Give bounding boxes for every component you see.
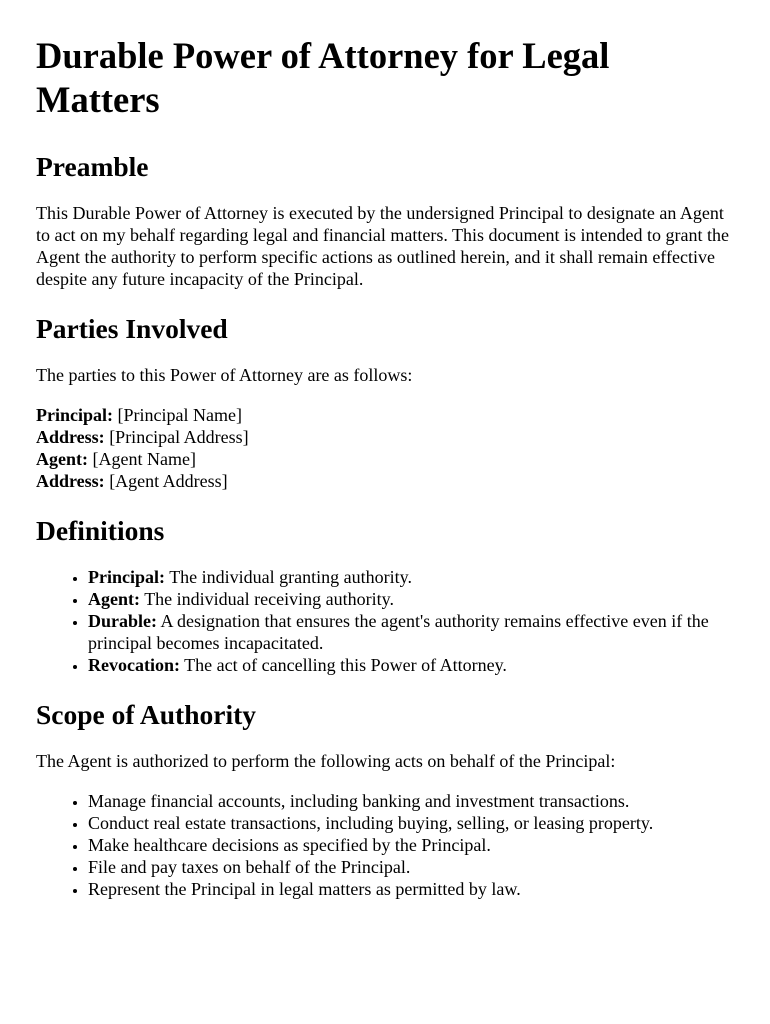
party-line-principal-name bbox=[36, 404, 734, 426]
party-label: Principal: bbox=[36, 405, 113, 425]
definition-text: The individual receiving authority. bbox=[144, 589, 394, 609]
preamble-section bbox=[36, 150, 734, 290]
definitions-list bbox=[36, 566, 734, 676]
party-label: Address: bbox=[36, 471, 105, 491]
definition-item bbox=[88, 654, 734, 676]
preamble-heading: Preamble bbox=[36, 151, 149, 182]
scope-section bbox=[36, 698, 734, 900]
definitions-section bbox=[36, 514, 734, 676]
scope-item: • Manage financial accounts, including banking and investment transactions. bbox=[88, 790, 734, 812]
preamble-text: This Durable Power of Attorney is executed by the undersigned Principal to designate an Agent to act on my behalf regarding legal and financial matters. This document is intended to grant the Agent the authority to perform specific actions as outlined herein, and it shall remain effective despite any future incapacity of the Principal. bbox=[36, 203, 729, 289]
definition-term: Revocation: bbox=[88, 655, 180, 675]
party-line-principal-address bbox=[36, 426, 734, 448]
definition-item bbox=[88, 588, 734, 610]
definitions-heading: Definitions bbox=[36, 515, 165, 546]
definition-term: Durable: bbox=[88, 611, 157, 631]
scope-item: • Conduct real estate transactions, including buying, selling, or leasing property. bbox=[88, 812, 734, 834]
party-line-agent-name bbox=[36, 448, 734, 470]
party-value: [Principal Name] bbox=[117, 405, 242, 425]
definition-text: The act of cancelling this Power of Attorney. bbox=[184, 655, 507, 675]
scope-item: • File and pay taxes on behalf of the Principal. bbox=[88, 856, 734, 878]
party-line-agent-address bbox=[36, 470, 734, 492]
parties-list bbox=[36, 404, 734, 492]
parties-heading: Parties Involved bbox=[36, 313, 228, 344]
definition-term: Principal: bbox=[88, 567, 165, 587]
definition-item bbox=[88, 610, 734, 654]
scope-intro: The Agent is authorized to perform the following acts on behalf of the Principal: bbox=[36, 751, 616, 771]
definition-item bbox=[88, 566, 734, 588]
definition-text: A designation that ensures the agent's authority remains effective even if the principal becomes incapacitated. bbox=[88, 611, 709, 653]
parties-section bbox=[36, 312, 734, 492]
party-value: [Agent Name] bbox=[92, 449, 196, 469]
scope-item: • Make healthcare decisions as specified by the Principal. bbox=[88, 834, 734, 856]
definition-term: Agent: bbox=[88, 589, 140, 609]
definition-text: The individual granting authority. bbox=[169, 567, 412, 587]
party-label: Agent: bbox=[36, 449, 88, 469]
scope-item: • Represent the Principal in legal matters as permitted by law. bbox=[88, 878, 734, 900]
party-label: Address: bbox=[36, 427, 105, 447]
document-title: Durable Power of Attorney for Legal Matters bbox=[36, 35, 610, 120]
scope-heading: Scope of Authority bbox=[36, 699, 256, 730]
party-value: [Principal Address] bbox=[109, 427, 249, 447]
party-value: [Agent Address] bbox=[109, 471, 228, 491]
scope-list bbox=[36, 790, 734, 900]
parties-intro: The parties to this Power of Attorney are as follows: bbox=[36, 365, 413, 385]
